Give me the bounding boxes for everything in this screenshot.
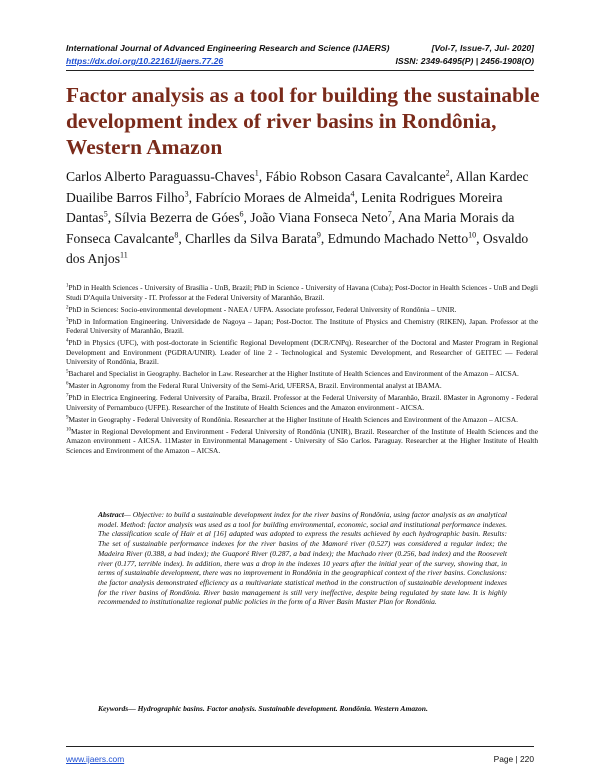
affiliation-item	[66, 415, 538, 425]
header-rule	[66, 70, 534, 71]
author-separator: ,	[320, 230, 328, 246]
affiliation-item	[66, 393, 538, 412]
affiliation-mark: 4	[66, 338, 69, 344]
affiliation-mark: 1	[66, 283, 69, 289]
affiliation-text: PhD in Physics (UFC), with post-doctorate in Scientific Regional Development (DCR/CNPq). Researcher of the Doctoral and Master Program in Regional Development and Environment (PGDRA/UNIR). Leader of line 2 - Technological and Systemic Development, and Researcher of GEITEC — Federal University of Rondônia, Brazil.	[66, 338, 538, 367]
affiliation-text: Master in Regional Development and Environment - Federal University of Rondônia (UNIR), Brazil. Researcher of the Institute of Health Sciences and the Amazon environment - AICSA. 11Master in Environmental Management - University of São Carlos. Paraguay. Researcher at the Higher Institute of Health Sciences and Environment of the Amazon – AICSA.	[66, 426, 538, 456]
affiliation-mark: 5	[66, 369, 69, 375]
journal-header	[66, 43, 534, 53]
author-list	[66, 167, 546, 270]
author-separator: ,	[188, 189, 196, 205]
author-affiliation-mark: 6	[239, 209, 244, 219]
author-separator: ,	[107, 210, 115, 226]
affiliation-item	[66, 369, 538, 379]
author-name: João Viana Fonseca Neto	[250, 210, 388, 226]
author-affiliation-mark: 9	[316, 230, 321, 240]
author-affiliation-mark: 5	[103, 209, 108, 219]
affiliation-mark: 7	[66, 393, 69, 399]
affiliation-mark: 3	[66, 317, 69, 323]
affiliations	[66, 283, 538, 458]
author-affiliation-mark: 7	[387, 209, 392, 219]
author-name: Carlos Alberto Paraguassu-Chaves	[66, 169, 255, 184]
affiliation-text: PhD in Health Sciences - University of Brasília - UnB, Brazil; PhD in Science - University of Havana (Cuba); Post-Doctor in Health Sciences - UnB and Degli Studi D'Aquila University - IT. Professor at the Federal University of Maranhão, Brazil.	[66, 283, 538, 302]
abstract	[98, 510, 507, 607]
affiliation-item	[66, 317, 538, 336]
author-name: Edmundo Machado Netto	[327, 230, 469, 246]
affiliation-text: Master in Agronomy from the Federal Rural University of the Semi-Arid, UFERSA, Brazil. Environmental analyst at IBAMA.	[68, 381, 442, 391]
keywords	[98, 704, 507, 714]
affiliation-item	[66, 381, 538, 391]
affiliation-item	[66, 427, 538, 456]
issn-info: ISSN: 2349-6495(P) | 2456-1908(O)	[395, 56, 534, 66]
author-separator: ,	[178, 230, 186, 246]
page-footer	[66, 754, 534, 764]
author-name: Allan Kardec Duailibe Barros Filho	[66, 169, 529, 205]
author-separator: ,	[243, 210, 251, 226]
affiliation-item	[66, 283, 538, 302]
author-affiliation-mark: 10	[468, 230, 477, 240]
affiliation-item	[66, 338, 538, 367]
author-separator: ,	[391, 210, 398, 226]
abstract-text: — Objective: to build a sustainable development index for the river basins of Rondônia, using factor analysis as an analytical model. Method: factor analysis was used as a tool for building environmental, economic, social and institutional performance indexes. The classification scale of Hair et al [16] adapted was adopted to express the results achieved by each hydrographic basin. Results: The set of sustainable performance indexes for the river basins of the Mamoré river (0.527) was considered a regular index; the Madeira River (0.388, a bad index); the Guaporé River (0.287, a bad index); the Machado river (0.256, bad index) and the Roosevelt river (0.177, terrible index). In addition, there was a drop in the indexes 10 years after the initial year of the survey, showing that, in terms of sustainable development, there was no improvement in Rondônia in the geographical context of the river basins. Conclusions: the factor analysis demonstrated efficiency as a multivariate statistical method in the construction of sustainable development indexes for the river basins of Rondônia. River basin management is still very ineffective, despite being regulated by state law. It is highly recommended to institutionalize regional public policies in the form of a River Basin Master Plan for Rondônia.	[98, 510, 507, 607]
abstract-label: Abstract	[98, 510, 124, 519]
journal-site-link[interactable]: www.ijaers.com	[66, 754, 125, 764]
affiliation-mark: 2	[66, 305, 69, 311]
affiliation-mark: 9	[66, 415, 69, 421]
author-affiliation-mark: 8	[174, 230, 179, 240]
affiliation-text: PhD in Electrica Engineering. Federal University of Paraíba, Brazil. Professor at the Federal University of Maranhão, Brazil. 8Master in Agronomy - Federal University of Pernambuco (UFPE). Researcher of the Institute of Health Sciences and the Amazon environment - AICSA.	[66, 393, 538, 412]
author-separator: ,	[449, 169, 456, 184]
footer-rule	[66, 746, 534, 747]
journal-name: International Journal of Advanced Engineering Research and Science (IJAERS)	[66, 43, 390, 53]
author-name: Fabrício Moraes de Almeida	[195, 189, 351, 205]
doi-link[interactable]: https://dx.doi.org/10.22161/ijaers.77.26	[66, 56, 224, 66]
affiliation-mark: 10	[66, 427, 71, 433]
author-separator: ,	[354, 189, 362, 205]
affiliation-text: PhD in Sciences: Socio-environmental development - NAEA / UFPA. Associate professor, Federal University of Rondônia – UNIR.	[68, 304, 457, 314]
author-affiliation-mark: 4	[350, 189, 355, 199]
affiliation-mark: 6	[66, 381, 69, 387]
author-affiliation-mark: 1	[254, 168, 259, 178]
affiliation-text: PhD in Information Engineering. Universidade de Nagoya – Japan; Post-Doctor. The Institute of Physics and Chemistry (RIKEN), Japan. Professor at the Federal University of Maranhão, Brazil.	[66, 316, 538, 336]
affiliation-item	[66, 305, 538, 315]
affiliation-text: Bacharel and Specialist in Geography. Bachelor in Law. Researcher at the Higher Institute of Health Sciences and Environment of the Amazon – AICSA.	[68, 369, 519, 379]
keywords-label: Keywords	[98, 704, 129, 713]
author-name: Charlles da Silva Barata	[185, 230, 317, 246]
author-name: Lenita Rodrigues Moreira Dantas	[66, 189, 503, 226]
author-separator: ,	[476, 230, 483, 246]
author-name: Osvaldo dos Anjos	[66, 230, 529, 267]
keywords-text: — Hydrographic basins. Factor analysis. Sustainable development. Rondônia. Western Amazon.	[128, 704, 428, 713]
volume-info: [Vol-7, Issue-7, Jul- 2020]	[431, 43, 534, 53]
doi-header	[66, 56, 534, 66]
author-name: Ana Maria Morais da Fonseca Cavalcante	[66, 210, 515, 246]
paper-title: Factor analysis as a tool for building the sustainable development index of river basins in Rondônia, Western Amazon	[66, 83, 540, 159]
author-affiliation-mark: 2	[445, 168, 450, 178]
affiliation-text: Master in Geography - Federal University of Rondônia. Researcher at the Higher Institute of Health Sciences and Environment of the Amazon – AICSA.	[68, 414, 518, 424]
author-affiliation-mark: 3	[184, 189, 189, 199]
author-name: Fábio Robson Casara Cavalcante	[265, 169, 446, 184]
author-name: Sílvia Bezerra de Góes	[114, 210, 240, 226]
page-number: Page | 220	[493, 754, 534, 764]
author-affiliation-mark: 11	[120, 250, 128, 260]
author-separator: ,	[258, 169, 266, 184]
